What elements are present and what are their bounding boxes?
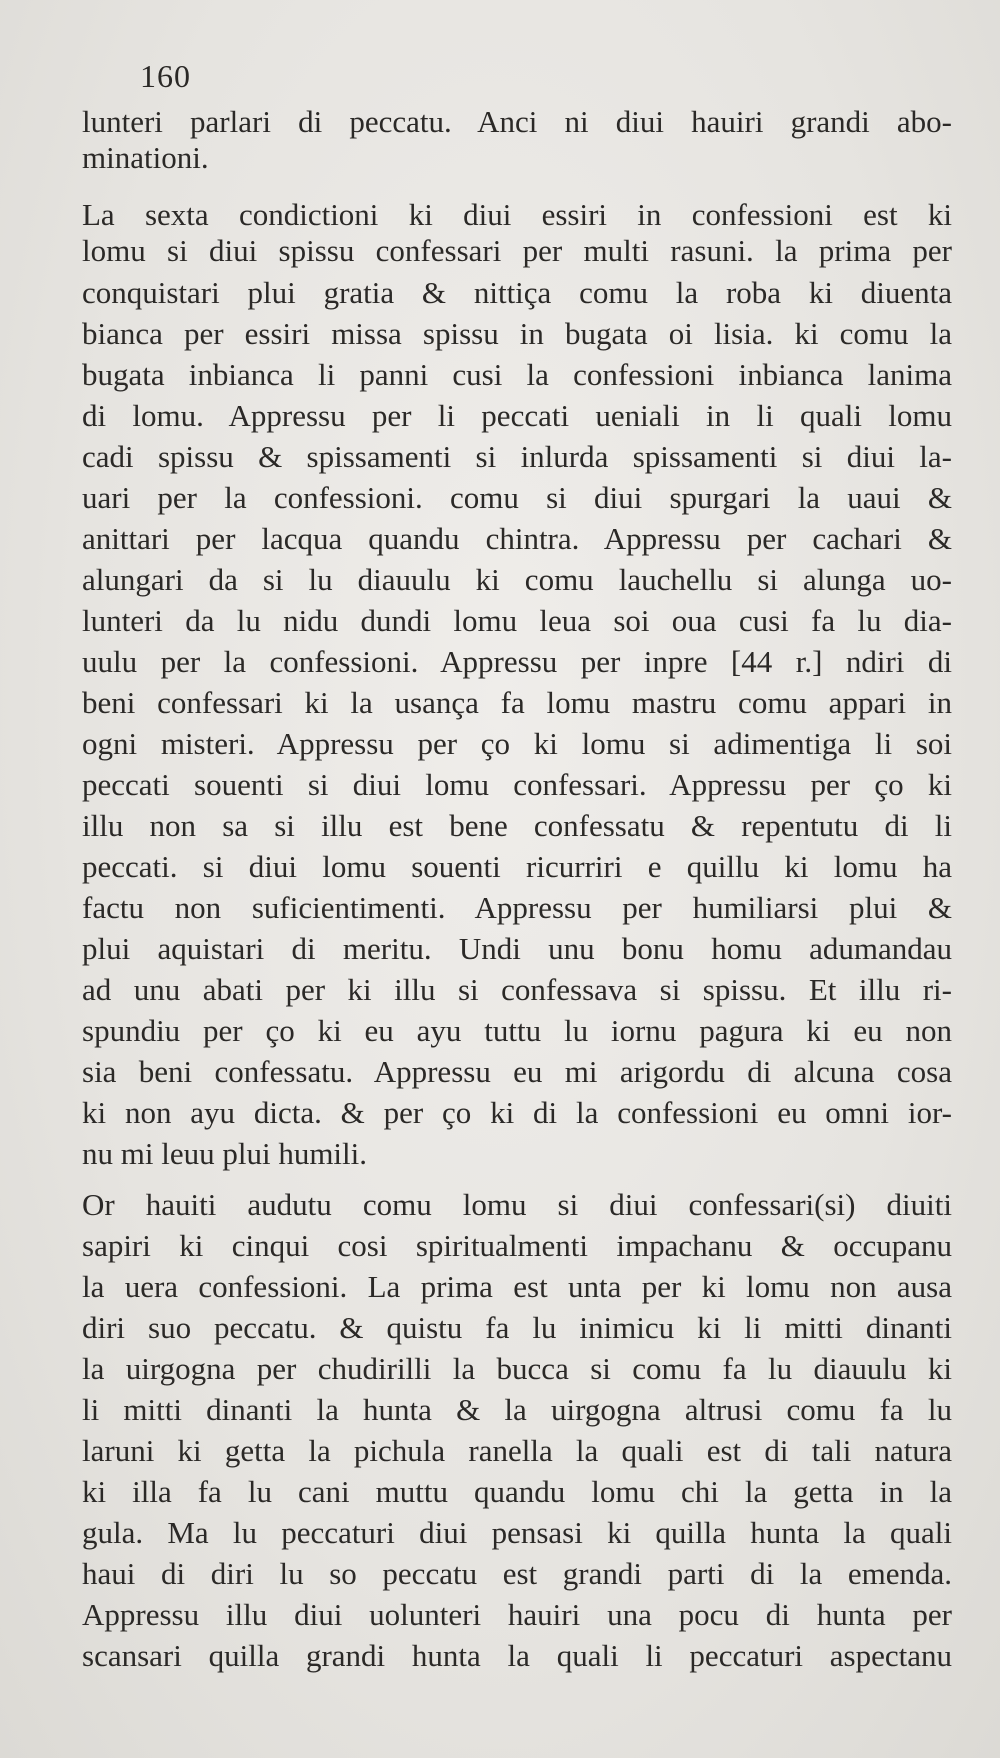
text-line: diri suo peccatu. & quistu fa lu inimicu ki li mitti dinanti <box>82 1310 952 1345</box>
text-line: minationi. <box>82 140 209 175</box>
text-line: illu non sa si illu est bene confessatu & repentutu di li <box>82 808 952 843</box>
text-line: laruni ki getta la pichula ranella la quali est di tali natura <box>82 1433 952 1468</box>
text-line: uulu per la confessioni. Appressu per inpre [44 r.] ndiri di <box>82 644 952 679</box>
text-line: Or hauiti audutu comu lomu si diui confessari(si) diuiti <box>82 1187 952 1222</box>
text-line: lomu si diui spissu confessari per multi rasuni. la prima per <box>82 233 952 268</box>
text-line: la uirgogna per chudirilli la bucca si comu fa lu diauulu ki <box>82 1351 952 1386</box>
text-line: alungari da si lu diauulu ki comu lauchellu si alunga uo- <box>82 562 952 597</box>
page-number: 160 <box>140 58 191 94</box>
text-line: la uera confessioni. La prima est unta per ki lomu non ausa <box>82 1269 952 1304</box>
text-line: scansari quilla grandi hunta la quali li peccaturi aspectanu <box>82 1638 952 1673</box>
text-line: gula. Ma lu peccaturi diui pensasi ki quilla hunta la quali <box>82 1515 952 1550</box>
text-line: ki non ayu dicta. & per ço ki di la confessioni eu omni ior- <box>82 1095 952 1130</box>
text-line: sia beni confessatu. Appressu eu mi arigordu di alcuna cosa <box>82 1054 952 1089</box>
text-line: bianca per essiri missa spissu in bugata oi lisia. ki comu la <box>82 316 952 351</box>
text-line: peccati. si diui lomu souenti ricurriri e quillu ki lomu ha <box>82 849 952 884</box>
text-line: anittari per lacqua quandu chintra. Appressu per cachari & <box>82 521 952 556</box>
text-line: ki illa fa lu cani muttu quandu lomu chi la getta in la <box>82 1474 952 1509</box>
text-line: nu mi leuu plui humili. <box>82 1136 368 1171</box>
text-line: lunteri da lu nidu dundi lomu leua soi oua cusi fa lu dia- <box>82 603 952 638</box>
text-line: cadi spissu & spissamenti si inlurda spissamenti si diui la- <box>82 439 952 474</box>
text-line: haui di diri lu so peccatu est grandi parti di la emenda. <box>82 1556 952 1591</box>
text-line: bugata inbianca li panni cusi la confessioni inbianca lanima <box>82 357 952 392</box>
text-line: peccati souenti si diui lomu confessari. Appressu per ço ki <box>82 767 952 802</box>
text-line: li mitti dinanti la hunta & la uirgogna altrusi comu fa lu <box>82 1392 952 1427</box>
text-line: beni confessari ki la usança fa lomu mastru comu appari in <box>82 685 952 720</box>
text-line: sapiri ki cinqui cosi spiritualmenti impachanu & occupanu <box>82 1228 952 1263</box>
text-line: plui aquistari di meritu. Undi unu bonu homu adumandau <box>82 931 952 966</box>
text-line: Appressu illu diui uolunteri hauiri una pocu di hunta per <box>82 1597 952 1632</box>
text-line: ad unu abati per ki illu si confessava si spissu. Et illu ri- <box>82 972 952 1007</box>
text-line: spundiu per ço ki eu ayu tuttu lu iornu pagura ki eu non <box>82 1013 952 1048</box>
text-line: factu non suficientimenti. Appressu per humiliarsi plui & <box>82 890 952 925</box>
text-line: uari per la confessioni. comu si diui spurgari la uaui & <box>82 480 952 515</box>
text-line: lunteri parlari di peccatu. Anci ni diui hauiri grandi abo- <box>82 104 952 139</box>
text-line: conquistari plui gratia & nittiça comu la roba ki diuenta <box>82 275 952 310</box>
text-line: ogni misteri. Appressu per ço ki lomu si adimentiga li soi <box>82 726 952 761</box>
text-line: di lomu. Appressu per li peccati ueniali in li quali lomu <box>82 398 952 433</box>
text-line: La sexta condictioni ki diui essiri in confessioni est ki <box>82 197 952 232</box>
